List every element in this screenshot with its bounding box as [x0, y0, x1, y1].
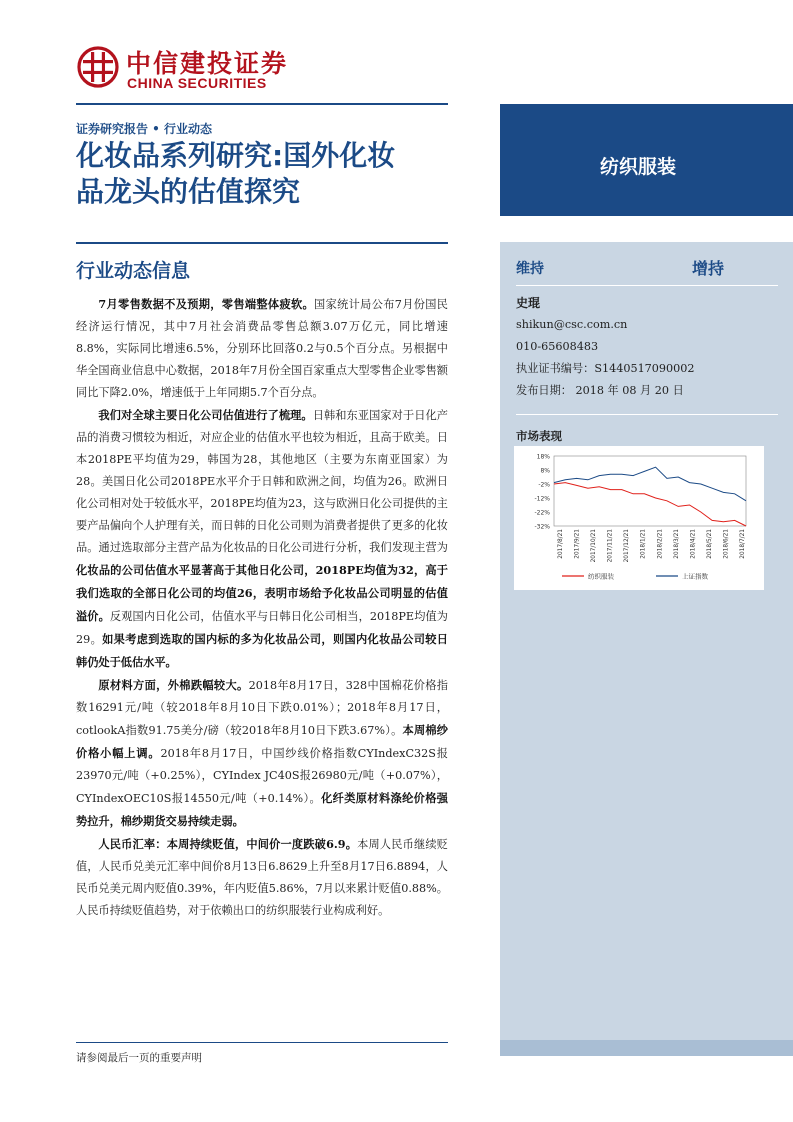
industry-label: 纺织服装	[600, 156, 677, 178]
legend-label: 纺织服装	[588, 572, 614, 581]
analyst-license: 执业证书编号：S1440517090002	[516, 362, 695, 375]
y-tick-label: -12%	[534, 495, 550, 503]
logo-text-en: CHINA SECURITIES	[127, 75, 267, 91]
analyst-info	[516, 292, 695, 402]
x-tick-label: 2018/5/21	[706, 529, 713, 559]
disclaimer-note: 请参阅最后一页的重要声明	[76, 1052, 202, 1064]
paragraph-text: 2018年8月17日，中国纱线价格指数CYIndexC32S报23970元/吨（+0.25%），CYIndex JC40S报26980元/吨（+0.07%），CYIndexOEC10S报14550元/吨（+0.14%）。	[76, 747, 448, 805]
paragraph-fx	[76, 833, 448, 922]
publish-date: 发布日期： 2018 年 08 月 20 日	[516, 384, 684, 397]
paragraph-lead: 7月零售数据不及预期，零售端整体疲软。	[98, 297, 315, 311]
header-divider	[76, 103, 448, 105]
x-tick-label: 2017/8/21	[558, 529, 564, 559]
x-tick-label: 2018/4/21	[690, 529, 697, 559]
rating-previous: 维持	[516, 261, 544, 277]
analyst-phone: 010-65608483	[516, 340, 599, 353]
paragraph-retail	[76, 293, 448, 404]
report-title	[76, 138, 481, 210]
paragraph-lead: 人民币汇率：本周持续贬值，中间价一度跌破6.9。	[98, 837, 358, 851]
paragraph-emphasis: 本周棉纱价格小幅上调。	[76, 723, 448, 760]
x-tick-label: 2018/6/21	[723, 529, 730, 559]
y-tick-label: 8%	[540, 467, 550, 475]
y-tick-label: -22%	[534, 509, 550, 517]
x-tick-label: 2017/11/21	[607, 529, 614, 563]
section-divider	[76, 242, 448, 244]
y-tick-label: -32%	[534, 523, 550, 531]
report-title-line2: 品龙头的估值探究	[76, 175, 301, 208]
rating-row	[516, 258, 746, 282]
paragraph-emphasis: 化妆品的公司估值水平显著高于其他日化公司，2018PE均值为32，高于我们选取的全部日化公司的均值26，表明市场给予化妆品公司明显的估值溢价。	[76, 563, 448, 623]
paragraph-emphasis: 如果考虑到选取的国内标的多为化妆品公司，则国内化妆品公司较日韩仍处于低估水平。	[76, 632, 448, 669]
x-tick-label: 2017/12/21	[624, 529, 631, 563]
report-body	[76, 293, 448, 922]
section-heading: 行业动态信息	[76, 260, 191, 282]
x-tick-label: 2018/3/21	[673, 529, 680, 559]
paragraph-text: 反观国内日化公司，估值水平与日韩日化公司相当，2018PE均值为29。	[76, 610, 448, 646]
paragraph-raw-materials	[76, 674, 448, 833]
y-tick-label: 18%	[536, 453, 550, 461]
paragraph-emphasis: 化纤类原材料涤纶价格强势拉升，棉纱期货交易持续走弱。	[76, 791, 448, 828]
paragraph-text: 本周人民币继续贬值，人民币兑美元汇率中间价8月13日6.8629上升至8月17日6.8894，人民币兑美元周内贬值0.39%，年内贬值5.86%，7月以来累计贬值0.88%。人民币持续贬值趋势，对于依赖出口的纺织服装行业构成利好。	[76, 838, 448, 917]
logo-text-cn: 中信建投证券	[126, 49, 289, 78]
footer-divider	[76, 1042, 448, 1043]
paragraph-lead: 原材料方面，外棉跌幅较大。	[98, 678, 249, 692]
rating-divider	[516, 285, 778, 286]
chart-svg	[514, 446, 764, 590]
rating-current: 增持	[692, 259, 725, 278]
paragraph-text: 日韩和东亚国家对于日化产品的消费习惯较为相近，对应企业的估值水平也较为相近，且高于欧美。日本2018PE平均值为29，韩国为28，其他地区（主要为东南亚国家）为28。美国日化公司2018PE水平介于日韩和欧洲之间，均值为26。欧洲日化公司相对处于较低水平，2018PE均值为23，这与欧洲日化公司提供的主要产品偏向个人护理有关，而日韩的日化公司则为消费者提供了更多的化妆品。通过选取部分主营产品为化妆品的日化公司进行分析，我们发现主营为	[76, 409, 448, 554]
china-securities-logo-icon	[77, 46, 119, 88]
x-tick-label: 2018/2/21	[657, 529, 664, 559]
series-line	[554, 483, 746, 526]
legend-label: 上证指数	[682, 572, 708, 581]
paragraph-text: 2018年8月17日，328中国棉花价格指数16291元/吨（较2018年8月10日下跌0.01%）；2018年8月17日，cotlookA指数91.75美分/磅（较2018年8月10日下跌3.67%）。	[76, 679, 448, 737]
pubdate-divider	[516, 414, 778, 415]
report-series-tag: 证券研究报告 • 行业动态	[76, 122, 213, 136]
y-tick-label: -2%	[538, 481, 550, 489]
market-performance-title: 市场表现	[516, 429, 562, 443]
paragraph-lead: 我们对全球主要日化公司估值进行了梳理。	[98, 408, 313, 422]
x-tick-label: 2017/9/21	[574, 529, 581, 559]
market-performance-chart	[514, 446, 764, 590]
sidebar-footer-bar	[500, 1040, 793, 1056]
analyst-email[interactable]: shikun@csc.com.cn	[516, 318, 628, 331]
x-tick-label: 2018/7/21	[740, 529, 746, 559]
report-title-line1: 化妆品系列研究:国外化妆	[76, 139, 396, 172]
paragraph-valuation	[76, 404, 448, 674]
x-tick-label: 2017/10/21	[591, 529, 598, 563]
plot-frame	[554, 456, 746, 526]
x-tick-label: 2018/1/21	[640, 529, 647, 559]
paragraph-text: 国家统计局公布7月份国民经济运行情况，其中7月社会消费品零售总额3.07万亿元，同比增速8.8%，实际同比增速6.5%，分别环比回落0.2与0.5个百分点。另根据中华全国商业信息中心数据，2018年7月份全国百家重点大型零售企业零售额同比下降2.0%，增速低于上年同期5.7个百分点。	[76, 298, 448, 399]
analyst-name: 史琨	[516, 296, 541, 310]
